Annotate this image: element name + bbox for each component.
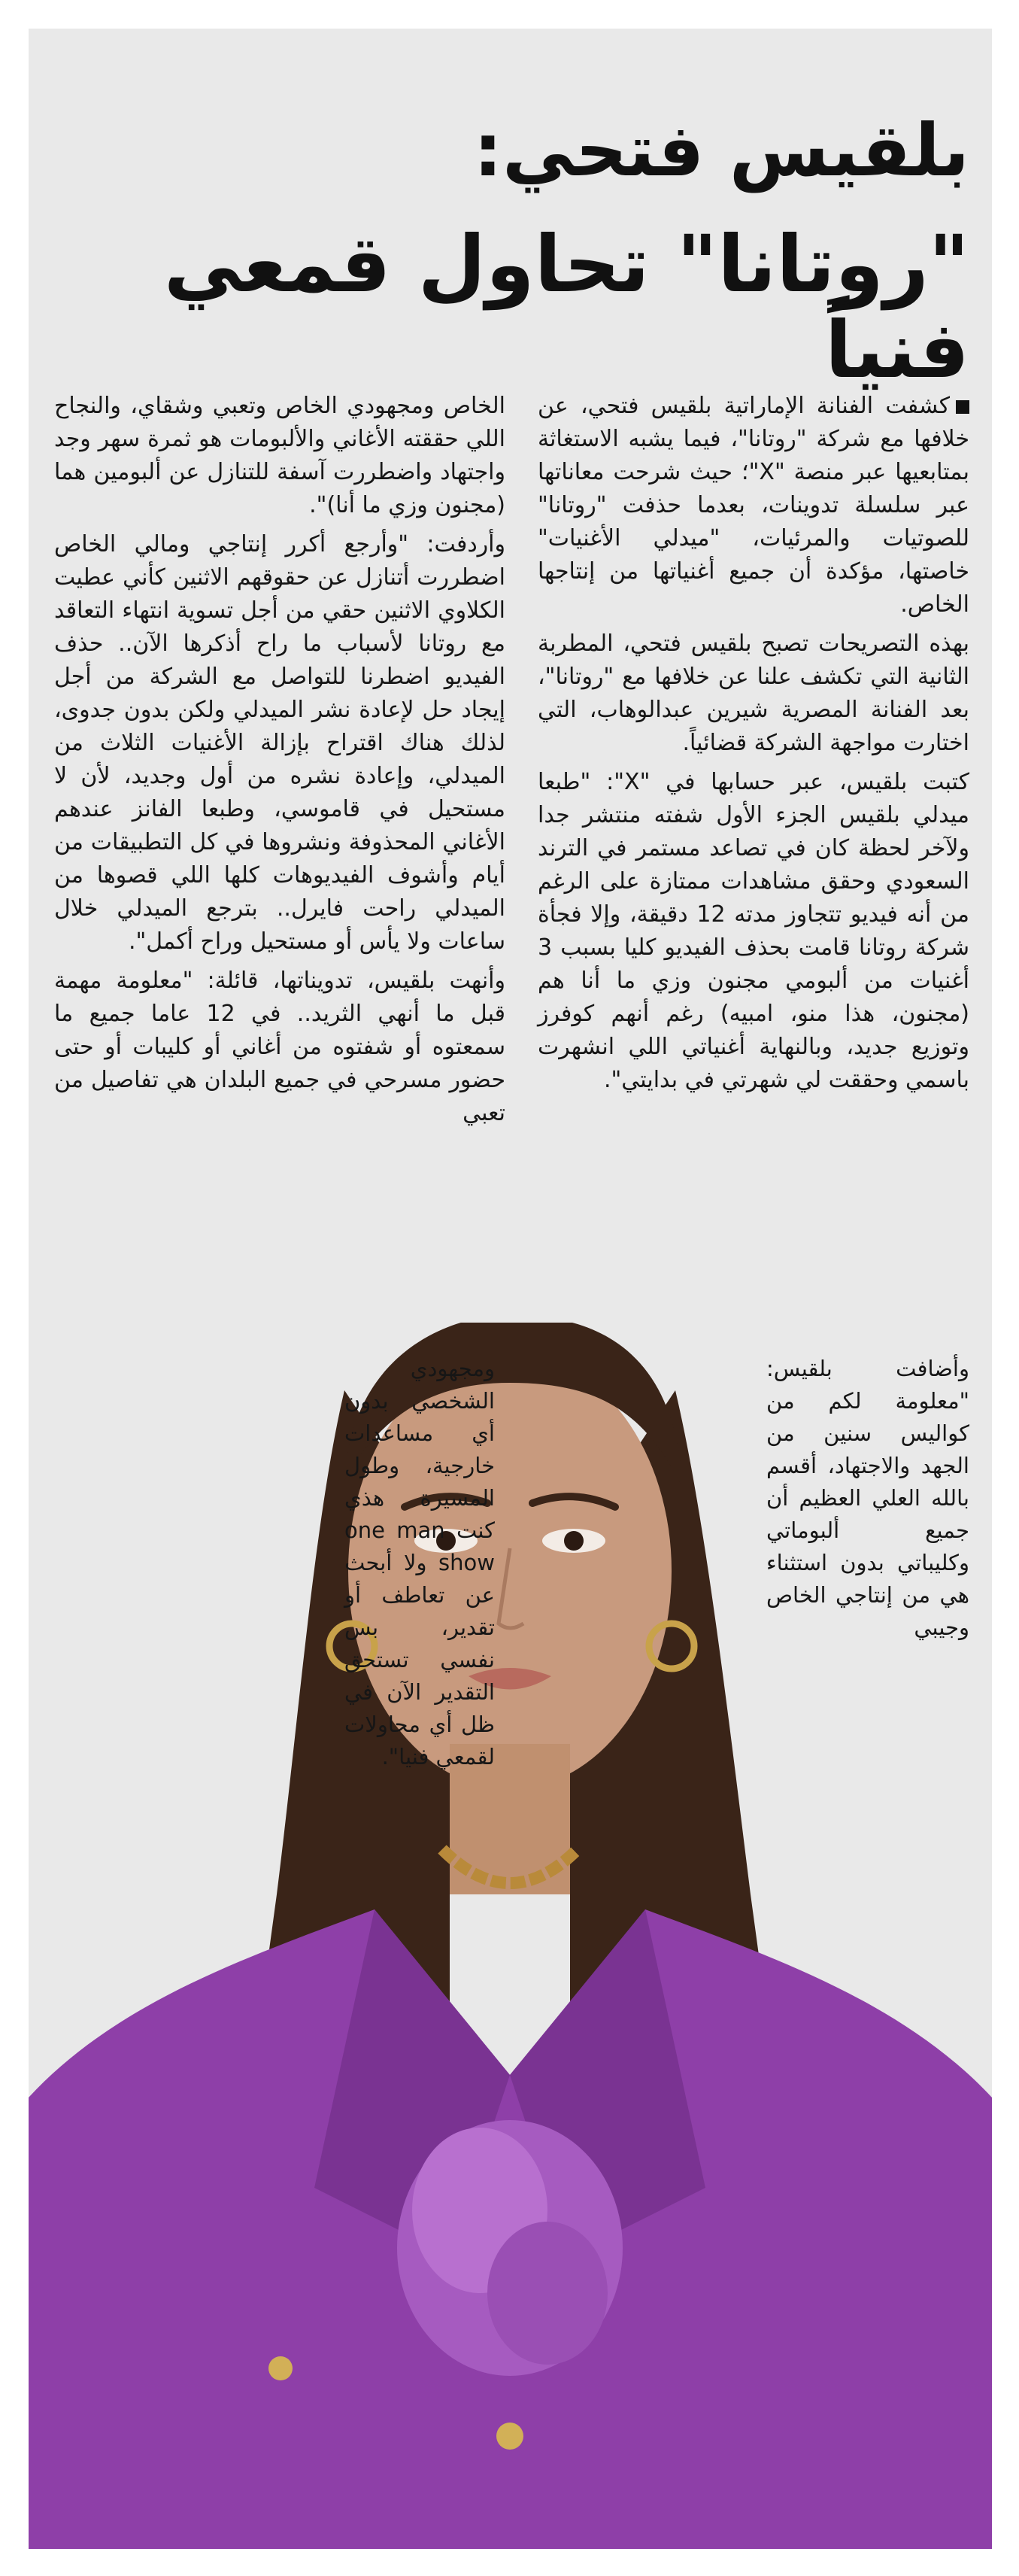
left-narrow-paragraph: ومجهودي الشخصي بدون أي مساعدات خارجية، وطول المسيرة هذي كنت one man show ولا أبحث عن تعاطف أو تقدير، بس نفسي تستحق التقدير الآن في ظل أي محاولات لقمعي فنيا". bbox=[344, 1356, 495, 1769]
headline-line-2: "روتانا" تحاول قمعي فنياً bbox=[163, 217, 969, 396]
headline-line-1: بلقيس فتحي: bbox=[473, 108, 969, 193]
right-paragraph-3: كتبت بلقيس، عبر حسابها في "X": "طبعا ميدلي بلقيس الجزء الأول شفته منتشر جدا ولآخر لحظة كان في تصاعد مستمر في الترند السعودي وحقق مشاهدات ممتازة على الرغم من أنه فيديو تتجاوز مدته 12 دقيقة، وإلا فجأة شركة روتانا قامت بحذف الفيديو كليا بسبب 3 أغنيات من ألبومي مجنون وزي ما أنا هم (مجنون، هذا منو، امبيه) رغم أنهم كوفرز وتوزيع جديد، وبالنهاية أغنياتي اللي انشهرت باسمي وحققت لي شهرتي في بدايتي". bbox=[538, 769, 969, 1093]
left-paragraph-3: وأنهت بلقيس، تدويناتها، قائلة: "معلومة مهمة قبل ما أنهي الثريد.. في 12 عاما جميع ما سمعتوه أو شفتوه من أغاني أو كليبات أو حتى حضور مسرحي في جميع البلدان هي تفاصيل من تعبي bbox=[54, 968, 505, 1126]
left-paragraph-2: وأردفت: "وأرجع أكرر إنتاجي ومالي الخاص اضطررت أتنازل عن حقوقهم الاثنين كأني عطيت الكلاوي الاثنين حقي من أجل تسوية انتهاء التعاقد مع روتانا لأسباب ما راح أذكرها الآن.. حذف الفيديو اضطرنا للتواصل مع الشركة من أجل إيجاد حل لإعادة نشر الميدلي ولكن بدون جدوى، لذلك هناك اقتراح بإزالة الأغنيات الثلاث من الميدلي، وإعادة نشره من أول وجديد، لأن لا مستحيل في قاموسي، وطبعا الفانز عندهم الأغاني المحذوفة ونشروها في كل التطبيقات من أيام وأشوف الفيديوهات كلها اللي قصوها من الميدلي راحت فايرل.. بترجع الميدلي خلال ساعات ولا يأس أو مستحيل وراح أكمل". bbox=[54, 531, 505, 955]
left-column bbox=[54, 390, 505, 1136]
right-paragraph-1-text: كشفت الفنانة الإماراتية بلقيس فتحي، عن خلافها مع شركة "روتانا"، فيما يشبه الاستغاثة بمتابعيها عبر منصة "X"؛ حيث شرحت معاناتها عبر سلسلة تدوينات، بعدما حذفت "روتانا" للصوتيات والمرئيات، "ميدلي الأغنيات" خاصتها، مؤكدة أن جميع أغنياتها من إنتاجها الخاص. bbox=[538, 393, 969, 618]
article-headline bbox=[74, 108, 969, 396]
right-narrow-column bbox=[766, 1353, 969, 1650]
right-paragraph-1 bbox=[538, 390, 969, 621]
newspaper-page bbox=[29, 29, 992, 2549]
left-paragraph-1: الخاص ومجهودي الخاص وتعبي وشقاي، والنجاح اللي حققته الأغاني والألبومات هو ثمرة سهر وجد واجتهاد واضطررت آسفة للتنازل عن ألبومين هما (مجنون وزي ما أنا)". bbox=[54, 393, 505, 518]
right-column bbox=[538, 390, 969, 1103]
right-narrow-paragraph: وأضافت بلقيس: "معلومة لكم من كواليس سنين من الجهد والاجتهاد، أقسم بالله العلي العظيم أن جميع ألبوماتي وكليباتي بدون استثناء هي من إنتاجي الخاص وجيبي bbox=[766, 1356, 969, 1640]
right-paragraph-2: بهذه التصريحات تصبح بلقيس فتحي، المطربة الثانية التي تكشف علنا عن خلافها مع "روتانا"، بعد الفنانة المصرية شيرين عبدالوهاب، التي اختارت مواجهة الشركة قضائياً. bbox=[538, 630, 969, 756]
square-bullet-icon bbox=[956, 400, 969, 414]
left-narrow-column bbox=[344, 1353, 495, 1779]
